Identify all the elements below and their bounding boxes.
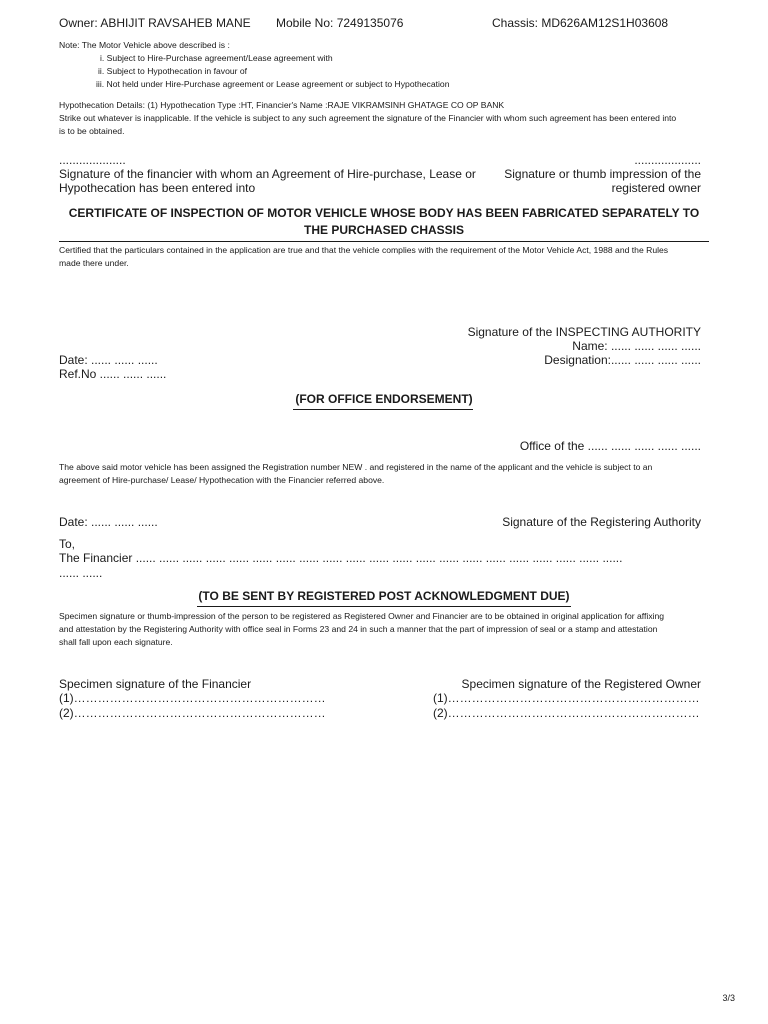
to-label: To,: [59, 537, 76, 551]
hypothecation-details: Hypothecation Details: (1) Hypothecation Type :HT, Financier's Name :RAJE VIKRAMSINH GHATAGE CO OP BANK: [59, 100, 505, 110]
registration-para-line1: The above said motor vehicle has been assigned the Registration number NEW . and registered in the name of the applicant and the vehicle is subject to an: [59, 462, 653, 472]
financier-signature-dots: ....................: [59, 153, 126, 167]
registration-date: Date: ...... ...... ......: [59, 515, 158, 529]
registered-post-para-line3: shall fall upon each signature.: [59, 637, 173, 647]
registered-post-underline: [197, 606, 571, 607]
financier-signature-label-line2: Hypothecation has been entered into: [59, 181, 256, 195]
inspection-date: Date: ...... ...... ......: [59, 353, 158, 367]
financier-signature-label-line1: Signature of the financier with whom an Agreement of Hire-purchase, Lease or: [59, 167, 476, 181]
office-endorsement-heading: (FOR OFFICE ENDORSEMENT): [295, 392, 473, 406]
page-number: 3/3: [722, 993, 735, 1003]
office-of-line: Office of the ...... ...... ...... ...... ......: [519, 439, 701, 453]
registered-post-para-line1: Specimen signature or thumb-impression of the person to be registered as Registered Owner and Financier are to be obtained in original application for affixing: [59, 611, 665, 621]
specimen-owner-line-2: (2)………………………………………………………: [433, 706, 700, 720]
specimen-financier-line-1: (1)………………………………………………………: [59, 691, 326, 705]
registration-para-line2: agreement of Hire-purchase/ Lease/ Hypothecation with the Financier referred above.: [59, 475, 385, 485]
registered-post-para-line2: and attestation by the Registering Authority with office seal in Forms 23 and 24 in such a manner that the part of impression of seal or a stamp and attestation: [59, 624, 658, 634]
office-endorsement-underline: [293, 409, 473, 410]
note-title: Note: The Motor Vehicle above described is :: [59, 40, 230, 50]
owner-signature-dots: ....................: [634, 153, 701, 167]
owner-signature-label-line2: registered owner: [611, 181, 701, 195]
specimen-financier-line-2: (2)………………………………………………………: [59, 706, 326, 720]
note-item-1: i. Subject to Hire-Purchase agreement/Lease agreement with: [100, 53, 333, 63]
note-item-3: iii. Not held under Hire-Purchase agreement or Lease agreement or subject to Hypothecation: [96, 79, 450, 89]
strike-out-note-line2: is to be obtained.: [59, 126, 125, 136]
chassis-number: Chassis: MD626AM12S1H03608: [492, 16, 669, 30]
specimen-owner-label: Specimen signature of the Registered Owner: [461, 677, 701, 691]
owner-name: Owner: ABHIJIT RAVSAHEB MANE: [59, 16, 251, 30]
registering-authority-signature: Signature of the Registering Authority: [502, 515, 701, 529]
specimen-owner-line-1: (1)………………………………………………………: [433, 691, 700, 705]
financier-address-line2: ...... ......: [59, 566, 103, 580]
certificate-body-line1: Certified that the particulars contained in the application are true and that the vehicle complies with the requirement of the Motor Vehicle Act, 1988 and the Rules: [59, 245, 669, 255]
inspector-name: Name: ...... ...... ...... ......: [572, 339, 701, 353]
registered-post-heading: (TO BE SENT BY REGISTERED POST ACKNOWLEDGMENT DUE): [198, 589, 570, 603]
owner-signature-label-line1: Signature or thumb impression of the: [504, 167, 701, 181]
certificate-title-line2: THE PURCHASED CHASSIS: [303, 223, 465, 237]
certificate-body-line2: made there under.: [59, 258, 129, 268]
inspecting-authority-signature: Signature of the INSPECTING AUTHORITY: [467, 325, 701, 339]
strike-out-note-line1: Strike out whatever is inapplicable. If the vehicle is subject to any such agreement the signature of the Financier with whom such agreement has been entered into: [59, 113, 677, 123]
mobile-number: Mobile No: 7249135076: [276, 16, 404, 30]
financier-address-line1: The Financier ...... ...... ...... ...... ...... ...... ...... ...... ...... ...... ...... ...... ...... ...... ...... ...... ...... ...... ...... ...... ......: [59, 551, 623, 565]
specimen-financier-label: Specimen signature of the Financier: [59, 677, 252, 691]
note-item-2: ii. Subject to Hypothecation in favour of: [98, 66, 248, 76]
certificate-title-line1: CERTIFICATE OF INSPECTION OF MOTOR VEHICLE WHOSE BODY HAS BEEN FABRICATED SEPARATELY TO: [68, 206, 700, 220]
certificate-title-underline: [59, 241, 709, 242]
inspector-designation: Designation:...... ...... ...... ......: [544, 353, 701, 367]
inspection-ref-no: Ref.No ...... ...... ......: [59, 367, 167, 381]
